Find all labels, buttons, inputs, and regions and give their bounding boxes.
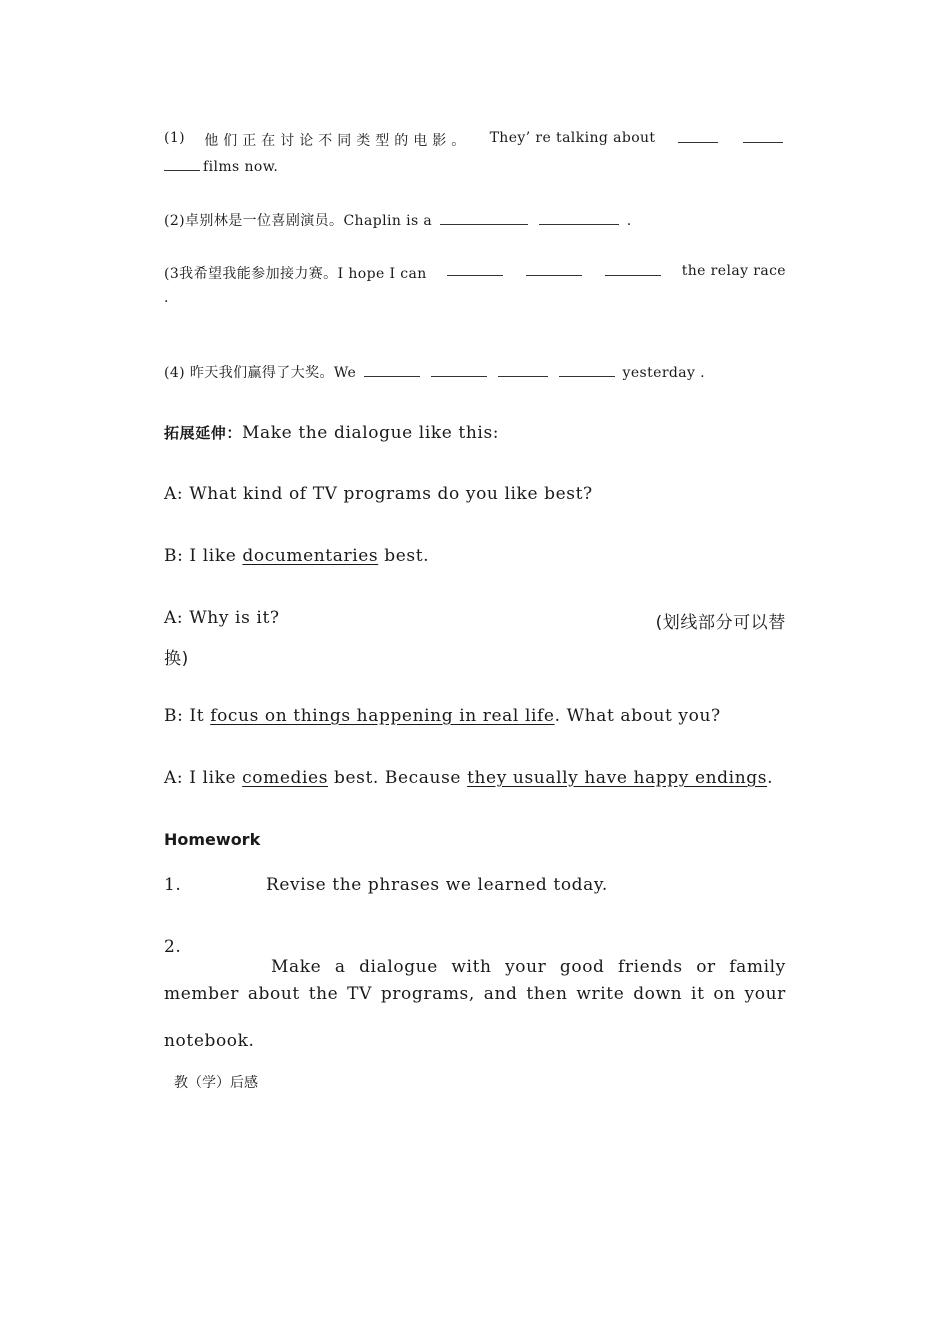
replace-note: (划线部分可以替 xyxy=(655,613,786,633)
homework-item-2-line-2 xyxy=(164,984,786,1004)
exercise-number: (1) xyxy=(164,130,186,146)
replaceable-phrase: they usually have happy endings xyxy=(467,768,768,788)
dialogue-line-1: A: What kind of TV programs do you like best? xyxy=(164,484,593,504)
word: dialogue xyxy=(359,957,438,977)
answer-blank[interactable] xyxy=(431,364,487,377)
word: about xyxy=(247,984,300,1004)
word: write xyxy=(576,984,625,1004)
answer-blank[interactable] xyxy=(447,263,503,276)
homework-item-number: 1. xyxy=(164,875,182,895)
word: a xyxy=(334,957,346,977)
extension-instruction: Make the dialogue like this: xyxy=(242,423,500,443)
homework-title: Homework xyxy=(164,830,261,849)
word: family xyxy=(729,957,786,977)
word: good xyxy=(559,957,605,977)
dialogue-text: B: I like xyxy=(164,546,243,566)
word: member xyxy=(164,984,239,1004)
homework-item-2 xyxy=(164,937,786,977)
exercise-english-cont: films now. xyxy=(203,159,279,175)
exercise-number: (2) xyxy=(164,213,186,229)
exercise-end: yesterday . xyxy=(622,365,706,381)
exercise-end: the relay race xyxy=(681,263,786,279)
exercise-chinese: 我希望我能参加接力赛。 xyxy=(179,266,338,282)
word: friends xyxy=(618,957,683,977)
answer-blank[interactable] xyxy=(743,130,783,143)
exercise-3 xyxy=(164,263,786,283)
word: then xyxy=(526,984,568,1004)
exercise-2 xyxy=(164,210,632,230)
word: your xyxy=(505,957,547,977)
exercise-number: (3 xyxy=(164,266,180,282)
exercise-1 xyxy=(164,130,786,150)
word: or xyxy=(696,957,716,977)
homework-item-number: 2. xyxy=(164,937,182,957)
dialogue-text: best. Because xyxy=(328,768,468,788)
dialogue-text: best. xyxy=(378,546,430,566)
dialogue-text: A: I like xyxy=(164,768,243,788)
word: the xyxy=(308,984,339,1004)
word: your xyxy=(744,984,786,1004)
answer-blank[interactable] xyxy=(440,212,528,225)
word: TV xyxy=(347,984,372,1004)
word: down xyxy=(633,984,683,1004)
homework-item-2-line-3: notebook. xyxy=(164,1031,255,1051)
exercise-chinese: 昨天我们赢得了大奖。 xyxy=(189,365,334,381)
answer-blank[interactable] xyxy=(526,263,582,276)
word: and xyxy=(483,984,518,1004)
homework-item-text: Revise the phrases we learned today. xyxy=(266,875,608,895)
dialogue-text: A: Why is it? xyxy=(164,608,280,628)
extension-heading xyxy=(164,422,499,443)
exercise-english: I hope I can xyxy=(337,266,427,282)
exercise-4 xyxy=(164,362,705,382)
word: on xyxy=(713,984,736,1004)
exercise-chinese: 他们正在讨论不同类型的电影。 xyxy=(204,133,471,149)
homework-item-2-line-1 xyxy=(271,957,786,977)
word: Make xyxy=(271,957,322,977)
word: programs, xyxy=(380,984,475,1004)
replace-note-cont: 换) xyxy=(164,649,189,669)
dialogue-line-3 xyxy=(164,608,786,633)
exercise-end: . xyxy=(626,213,632,229)
dialogue-line-2 xyxy=(164,546,429,566)
dialogue-text: B: It xyxy=(164,706,211,726)
replaceable-phrase: focus on things happening in real life xyxy=(210,706,555,726)
dialogue-text: . What about you? xyxy=(554,706,721,726)
replaceable-phrase: documentaries xyxy=(242,546,379,566)
answer-blank[interactable] xyxy=(559,364,615,377)
answer-blank[interactable] xyxy=(678,130,718,143)
dialogue-text: . xyxy=(767,768,774,788)
dialogue-line-5 xyxy=(164,768,773,788)
replaceable-phrase: comedies xyxy=(242,768,329,788)
word: with xyxy=(451,957,492,977)
exercise-english: They’ re talking about xyxy=(489,130,656,146)
answer-blank[interactable] xyxy=(539,212,619,225)
dialogue-line-4 xyxy=(164,706,721,726)
extension-label: 拓展延伸： xyxy=(164,424,243,442)
answer-blank[interactable] xyxy=(498,364,548,377)
exercise-chinese: 卓别林是一位喜剧演员。 xyxy=(185,213,344,229)
answer-blank[interactable] xyxy=(605,263,661,276)
homework-item-1 xyxy=(164,875,608,895)
word: it xyxy=(691,984,705,1004)
reflection-label: 教（学）后感 xyxy=(174,1075,258,1091)
exercise-english: Chaplin is a xyxy=(343,213,433,229)
answer-blank[interactable] xyxy=(364,364,420,377)
answer-blank[interactable] xyxy=(164,158,200,171)
exercise-english: We xyxy=(333,365,357,381)
exercise-number: (4) xyxy=(164,365,186,381)
exercise-1-cont xyxy=(164,158,278,175)
exercise-3-cont: . xyxy=(164,290,169,306)
